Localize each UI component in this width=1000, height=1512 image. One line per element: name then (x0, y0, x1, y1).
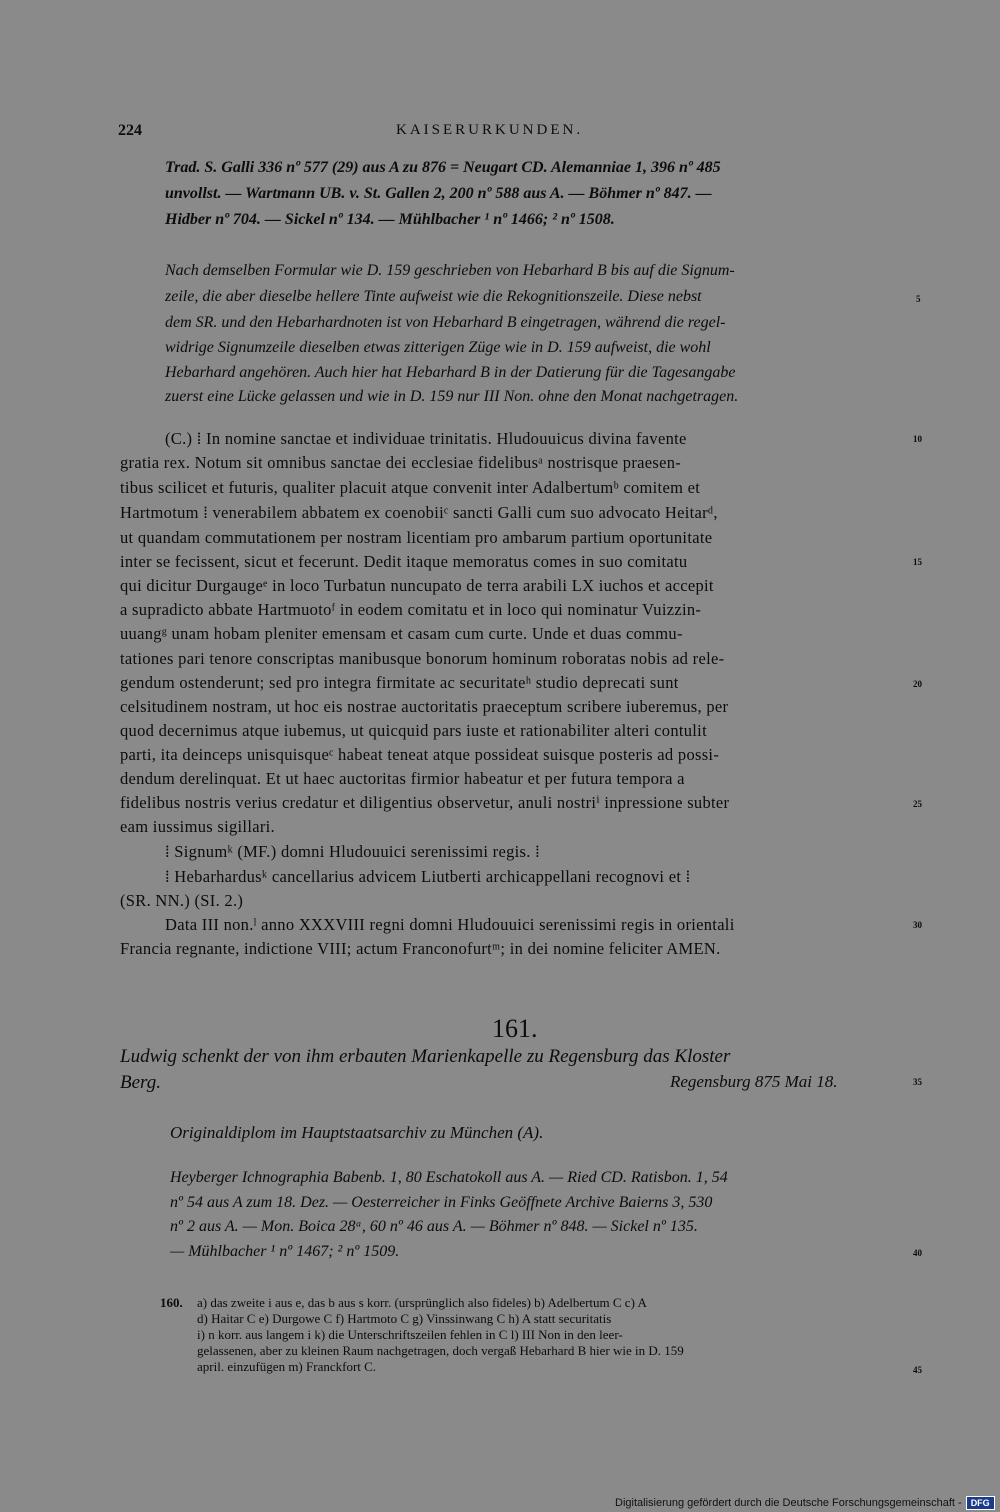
text-line: Hartmotum ⁞ venerabilem abbatem ex coenobiiᶜ sancti Galli cum suo advocato Heitarᵈ, (120, 503, 718, 522)
note-line: Hebarhard angehören. Auch hier hat Hebarhard B in der Datierung für die Tagesangabe (165, 364, 736, 381)
line-number: 45 (913, 1365, 922, 1375)
footnote-label: 160. (160, 1295, 183, 1310)
biblio-line: nº 2 aus A. — Mon. Boica 28ᵃ, 60 nº 46 aus A. — Böhmer nº 848. — Sickel nº 135. (170, 1218, 698, 1235)
text-line: celsitudinem nostram, ut hoc eis nostrae auctoritatis praeceptum scribere iuberemus, per (120, 697, 729, 716)
biblio-line: Heyberger Ichnographia Babenb. 1, 80 Eschatokoll aus A. — Ried CD. Ratisbon. 1, 54 (170, 1169, 728, 1186)
text-line: quod decernimus atque iubemus, ut quicquid pars iuste et rationabiliter alteri contulit (120, 721, 707, 740)
note-line: zeile, die aber dieselbe hellere Tinte aufweist wie die Rekognitionszeile. Diese nebst (165, 288, 702, 305)
note-line: widrige Signumzeile dieselben etwas zitterigen Züge wie in D. 159 aufweist, die wohl (165, 339, 711, 356)
line-number: 10 (913, 434, 922, 444)
line-number: 35 (913, 1077, 922, 1087)
text-line: dendum derelinquat. Et ut haec auctoritas firmior habeatur et per futura tempora a (120, 769, 685, 788)
regest-line: Berg. (120, 1072, 161, 1093)
text-line: eam iussimus sigillari. (120, 817, 275, 836)
line-number: 5 (916, 294, 921, 304)
footer-text: Digitalisierung gefördert durch die Deutsche Forschungsgemeinschaft - (615, 1497, 962, 1509)
footnote-line: a) das zweite i aus e, das b aus s korr. (ursprünglich also fideles) b) Adelbertum C c) A (197, 1295, 647, 1310)
line-number: 15 (913, 557, 922, 567)
text-line: gratia rex. Notum sit omnibus sanctae dei ecclesiae fidelibusᵃ nostrisque praesen- (120, 453, 682, 472)
dating-line: Francia regnante, indictione VIII; actum Franconofurtᵐ; in dei nomine feliciter AMEN. (120, 939, 721, 958)
text-line: qui dicitur Durgaugeᵉ in loco Turbatun nuncupato de terra arabili LX iuchos et accepit (120, 576, 714, 595)
digitization-footer (615, 1494, 1000, 1512)
note-line: zuerst eine Lücke gelassen und wie in D. 159 nur III Non. ohne den Monat nachgetragen. (165, 388, 739, 405)
seal-note-line: (SR. NN.) (SI. 2.) (120, 891, 244, 910)
text-line: a supradicto abbate Hartmuotoᶠ in eodem comitatu et in loco qui nominatur Vuizzin- (120, 600, 702, 619)
dfg-logo: DFG (966, 1496, 995, 1510)
biblio-line: nº 54 aus A zum 18. Dez. — Oesterreicher in Finks Geöffnete Archive Baierns 3, 530 (170, 1194, 713, 1211)
line-number: 25 (913, 799, 922, 809)
footnote-line: i) n korr. aus langem i k) die Unterschriftszeilen fehlen in C l) III Non in den leer- (197, 1327, 623, 1342)
note-line: dem SR. und den Hebarhardnoten ist von Hebarhard B eingetragen, während die regel- (165, 314, 726, 331)
biblio-line: unvollst. — Wartmann UB. v. St. Gallen 2, 200 nº 588 aus A. — Böhmer nº 847. — (165, 185, 712, 202)
text-line: tationes pari tenore conscriptas manibusque bonorum hominum roboratas nobis ad rele- (120, 649, 725, 668)
place-date: Regensburg 875 Mai 18. (670, 1072, 838, 1091)
recognition-line: ⁞ Hebarhardusᵏ cancellarius advicem Liutberti archicappellani recognovi et ⁞ (165, 867, 691, 886)
text-line: inter se fecissent, sicut et fecerunt. Dedit itaque memoratus comes in suo comitatu (120, 552, 688, 571)
line-number: 20 (913, 679, 922, 689)
document-number: 161. (492, 1014, 538, 1043)
line-number: 30 (913, 920, 922, 930)
text-line: parti, ita deinceps unisquisqueᶜ habeat teneat atque possideat suisque posteris ad possi- (120, 745, 720, 764)
running-title: KAISERURKUNDEN. (396, 122, 584, 138)
footnote-line: april. einzufügen m) Franckfort C. (197, 1359, 377, 1374)
source-line: Originaldiplom im Hauptstaatsarchiv zu München (A). (170, 1123, 544, 1142)
footnote-line: gelassenen, aber zu kleinen Raum nachgetragen, doch vergaß Hebarhard B hier wie in D. 159 (197, 1343, 684, 1358)
footnote-line: d) Haitar C e) Durgowe C f) Hartmoto C g) Vinssinwang C h) A statt securitatis (197, 1311, 612, 1326)
text-line: tibus scilicet et futuris, qualiter placuit atque convenit inter Adalbertumᵇ comitem et (120, 478, 701, 497)
biblio-line: Hidber nº 704. — Sickel nº 134. — Mühlbacher ¹ nº 1466; ² nº 1508. (165, 211, 615, 228)
regest-line: Ludwig schenkt der von ihm erbauten Marienkapelle zu Regensburg das Kloster (120, 1046, 731, 1067)
note-line: Nach demselben Formular wie D. 159 geschrieben von Hebarhard B bis auf die Signum- (165, 262, 735, 279)
text-line: ut quandam commutationem per nostram licentiam pro ambarum partium oportunitate (120, 528, 713, 547)
biblio-line: — Mühlbacher ¹ nº 1467; ² nº 1509. (170, 1243, 400, 1260)
dating-line: Data III non.ˡ anno XXXVIII regni domni Hludouuici serenissimi regis in orientali (165, 915, 735, 934)
line-number: 40 (913, 1248, 922, 1258)
text-line: (C.) ⁞ In nomine sanctae et individuae trinitatis. Hludouuicus divina favente (165, 429, 687, 448)
biblio-line: Trad. S. Galli 336 nº 577 (29) aus A zu 876 = Neugart CD. Alemanniae 1, 396 nº 485 (165, 159, 721, 176)
text-line: gendum ostenderunt; sed pro integra firmitate ac securitateʰ studio deprecati sunt (120, 673, 679, 692)
signum-line: ⁞ Signumᵏ (MF.) domni Hludouuici serenissimi regis. ⁞ (165, 842, 540, 861)
text-line: uuangᵍ unam hobam pleniter emensam et casam cum curte. Unde et duas commu- (120, 624, 683, 643)
text-line: fidelibus nostris verius credatur et diligentius observetur, anuli nostriⁱ inpressione subter (120, 793, 730, 812)
page-number: 224 (118, 122, 142, 139)
